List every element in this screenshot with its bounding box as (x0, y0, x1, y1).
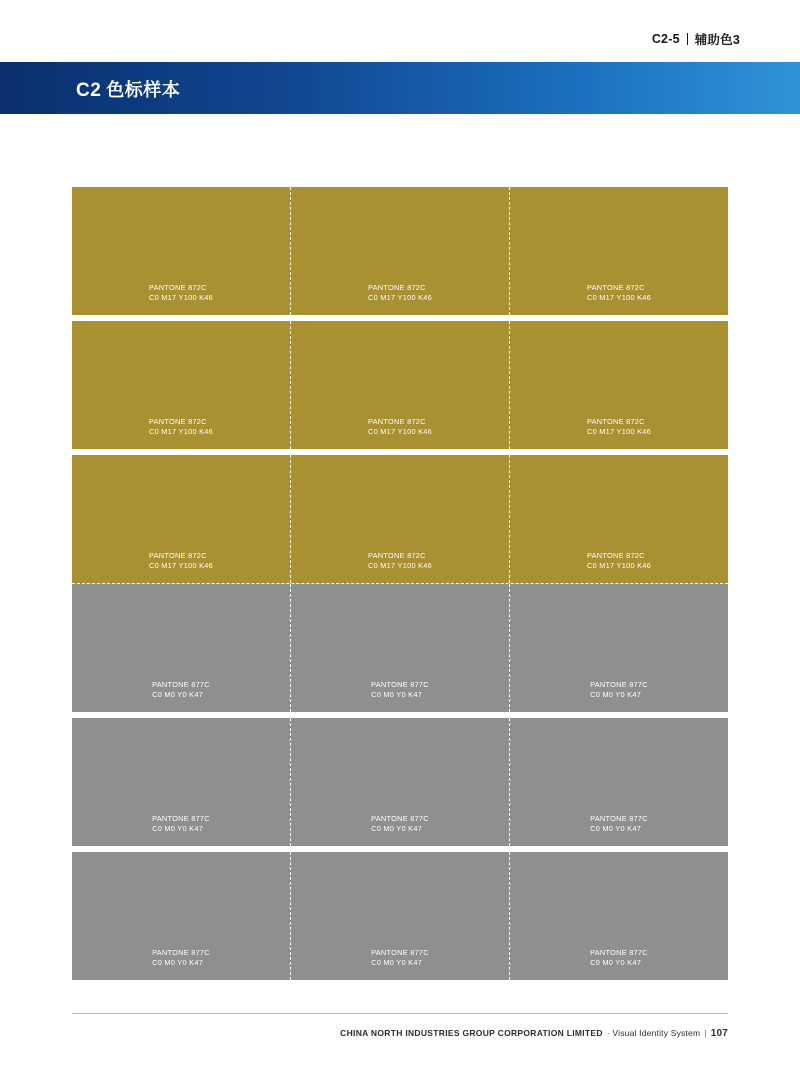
section-tag (652, 30, 740, 48)
swatch-pantone-name: PANTONE 872C (586, 283, 645, 292)
swatch-label-group (587, 283, 651, 303)
color-swatch-grid (72, 187, 728, 980)
swatch-pantone-name: PANTONE 877C (371, 814, 429, 823)
color-swatch-cell (291, 187, 510, 315)
color-swatch-cell (72, 321, 291, 449)
swatch-pantone-name: PANTONE 872C (586, 551, 645, 560)
swatch-cmyk-values: C0 M17 Y100 K46 (148, 427, 214, 436)
swatch-pantone-name: PANTONE 877C (590, 814, 648, 823)
swatch-row (72, 187, 728, 315)
color-swatch-cell (291, 321, 510, 449)
swatch-pantone-name: PANTONE 877C (152, 814, 210, 823)
swatch-label-group (368, 417, 432, 437)
color-swatch-cell (510, 187, 728, 315)
swatch-cmyk-values: C0 M0 Y0 K47 (152, 690, 204, 699)
swatch-row (72, 584, 728, 712)
swatch-label-group (152, 680, 210, 700)
swatch-label-group (368, 551, 432, 571)
section-tag-divider (687, 33, 688, 45)
swatch-pantone-name: PANTONE 872C (586, 417, 645, 426)
swatch-label-group (590, 948, 648, 968)
swatch-row (72, 321, 728, 449)
swatch-pantone-name: PANTONE 877C (152, 948, 210, 957)
footer-page-number: 107 (710, 1028, 728, 1039)
footer-divider (72, 1013, 728, 1014)
swatch-cmyk-values: C0 M17 Y100 K46 (367, 293, 433, 302)
swatch-cmyk-values: C0 M0 Y0 K47 (152, 824, 204, 833)
swatch-label-group (149, 551, 213, 571)
swatch-row (72, 455, 728, 584)
swatch-pantone-name: PANTONE 877C (371, 680, 429, 689)
swatch-pantone-name: PANTONE 872C (367, 551, 426, 560)
footer (340, 1028, 728, 1039)
swatch-label-group (149, 283, 213, 303)
color-swatch-cell (510, 852, 728, 980)
color-swatch-cell (510, 718, 728, 846)
swatch-pantone-name: PANTONE 877C (590, 680, 648, 689)
swatch-cmyk-values: C0 M0 Y0 K47 (152, 958, 204, 967)
swatch-label-group (152, 814, 210, 834)
swatch-cmyk-values: C0 M0 Y0 K47 (371, 824, 423, 833)
swatch-pantone-name: PANTONE 877C (590, 948, 648, 957)
color-swatch-cell (510, 584, 728, 712)
color-swatch-cell (291, 455, 510, 583)
color-swatch-cell (72, 187, 291, 315)
swatch-cmyk-values: C0 M0 Y0 K47 (371, 958, 423, 967)
swatch-pantone-name: PANTONE 877C (371, 948, 429, 957)
swatch-label-group (371, 814, 429, 834)
swatch-cmyk-values: C0 M17 Y100 K46 (586, 293, 652, 302)
footer-separator: | (704, 1028, 707, 1038)
swatch-cmyk-values: C0 M17 Y100 K46 (367, 561, 433, 570)
swatch-cmyk-values: C0 M17 Y100 K46 (148, 293, 214, 302)
swatch-pantone-name: PANTONE 877C (152, 680, 210, 689)
color-swatch-cell (72, 584, 291, 712)
swatch-cmyk-values: C0 M17 Y100 K46 (586, 427, 652, 436)
swatch-row (72, 852, 728, 980)
color-swatch-cell (72, 852, 291, 980)
swatch-label-group (590, 680, 648, 700)
swatch-label-group (149, 417, 213, 437)
swatch-cmyk-values: C0 M17 Y100 K46 (586, 561, 652, 570)
swatch-pantone-name: PANTONE 872C (148, 417, 207, 426)
page-title-code: C2 (76, 80, 102, 101)
section-tag-label: 辅助色3 (694, 33, 740, 47)
swatch-label-group (587, 417, 651, 437)
swatch-label-group (587, 551, 651, 571)
swatch-cmyk-values: C0 M0 Y0 K47 (590, 958, 642, 967)
swatch-pantone-name: PANTONE 872C (367, 417, 426, 426)
color-swatch-cell (72, 455, 291, 583)
swatch-cmyk-values: C0 M0 Y0 K47 (590, 690, 642, 699)
swatch-label-group (371, 948, 429, 968)
swatch-label-group (371, 680, 429, 700)
swatch-cmyk-values: C0 M0 Y0 K47 (371, 690, 423, 699)
footer-company: CHINA NORTH INDUSTRIES GROUP CORPORATION LIMITED (340, 1028, 603, 1038)
swatch-label-group (368, 283, 432, 303)
swatch-pantone-name: PANTONE 872C (148, 551, 207, 560)
color-swatch-cell (291, 718, 510, 846)
swatch-cmyk-values: C0 M17 Y100 K46 (148, 561, 214, 570)
color-swatch-cell (291, 852, 510, 980)
swatch-pantone-name: PANTONE 872C (148, 283, 207, 292)
page-title (76, 76, 180, 102)
swatch-label-group (152, 948, 210, 968)
swatch-label-group (590, 814, 648, 834)
section-tag-code: C2-5 (651, 32, 680, 46)
page-title-text: 色标样本 (106, 80, 181, 100)
color-swatch-cell (72, 718, 291, 846)
footer-system: · Visual Identity System (606, 1028, 701, 1038)
swatch-pantone-name: PANTONE 872C (367, 283, 426, 292)
swatch-cmyk-values: C0 M0 Y0 K47 (590, 824, 642, 833)
color-swatch-cell (510, 321, 728, 449)
color-swatch-cell (510, 455, 728, 583)
color-swatch-cell (291, 584, 510, 712)
swatch-cmyk-values: C0 M17 Y100 K46 (367, 427, 433, 436)
swatch-row (72, 718, 728, 846)
